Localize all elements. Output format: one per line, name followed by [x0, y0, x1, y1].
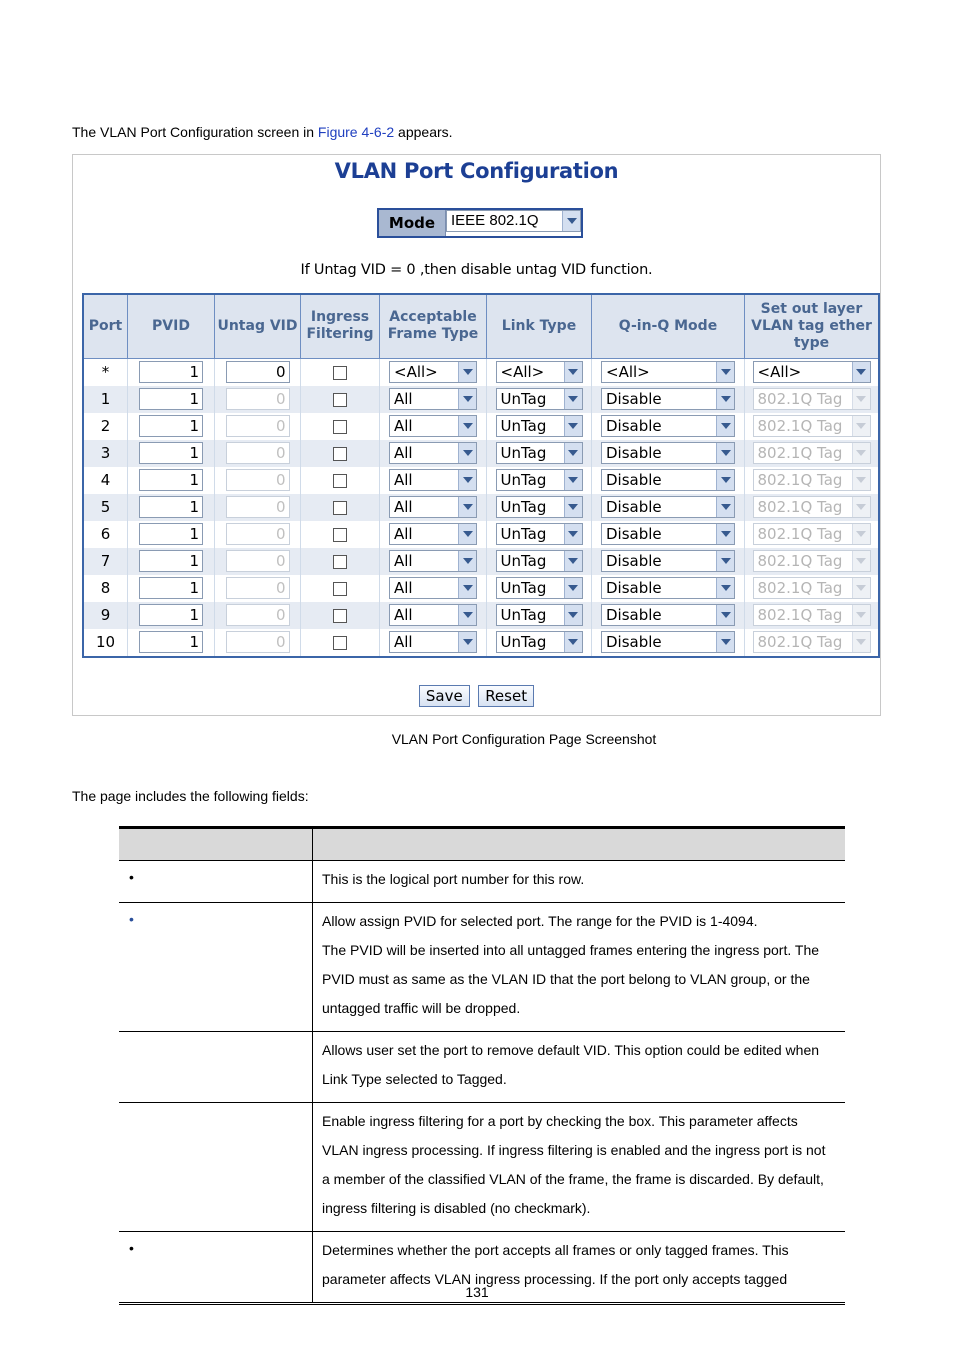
chevron-down-icon	[564, 632, 582, 652]
link-type-select[interactable]: UnTag	[496, 523, 583, 545]
desc-text-cell	[313, 861, 846, 903]
chevron-down-icon	[458, 524, 476, 544]
qinq-mode-select[interactable]: Disable	[601, 631, 735, 653]
qinq-mode-select[interactable]: Disable	[601, 388, 735, 410]
chevron-down-icon	[852, 578, 870, 598]
chevron-down-icon	[852, 632, 870, 652]
untag-vid-input: 0	[226, 550, 290, 572]
col-header-untag-vid: Untag VID	[215, 294, 301, 358]
ingress-filtering-checkbox[interactable]	[333, 393, 347, 407]
col-header-acceptable-frame-type: Acceptable Frame Type	[380, 294, 487, 358]
chevron-down-icon	[458, 578, 476, 598]
port-cell: 1	[83, 386, 128, 413]
desc-text-cell	[313, 1032, 846, 1103]
ingress-filtering-checkbox[interactable]	[333, 636, 347, 650]
qinq-mode-select[interactable]: Disable	[601, 442, 735, 464]
untag-vid-input: 0	[226, 577, 290, 599]
ingress-filtering-checkbox[interactable]	[333, 609, 347, 623]
col-header-qinq-mode: Q-in-Q Mode	[592, 294, 745, 358]
desc-text-cell	[313, 1103, 846, 1232]
link-type-select[interactable]: UnTag	[496, 415, 583, 437]
chevron-down-icon	[564, 605, 582, 625]
link-type-select[interactable]: UnTag	[496, 577, 583, 599]
chevron-down-icon	[564, 551, 582, 571]
chevron-down-icon	[716, 362, 734, 382]
set-out-layer-select: 802.1Q Tag	[753, 496, 871, 518]
chevron-down-icon	[716, 443, 734, 463]
set-out-layer-select: 802.1Q Tag	[753, 415, 871, 437]
bullet-icon: •	[129, 869, 134, 885]
table-row	[83, 629, 879, 657]
chevron-down-icon	[458, 497, 476, 517]
figure-caption: VLAN Port Configuration Page Screenshot	[391, 731, 657, 747]
ingress-filtering-checkbox[interactable]	[333, 528, 347, 542]
ingress-filtering-checkbox[interactable]	[333, 501, 347, 515]
chevron-down-icon	[716, 524, 734, 544]
link-type-select[interactable]: UnTag	[496, 604, 583, 626]
set-out-layer-select: 802.1Q Tag	[753, 577, 871, 599]
untag-vid-input: 0	[226, 415, 290, 437]
port-cell: 6	[83, 521, 128, 548]
desc-paragraph: Enable ingress filtering for a port by checking the box. This parameter affects VLAN ingress processing. If ingress filtering is enabled and the ingress port is not a member of the classified VLAN of the frame, the frame is discarded. By default, ingress filtering is disabled (no checkmark).	[322, 1113, 826, 1216]
set-out-layer-select: 802.1Q Tag	[753, 631, 871, 653]
desc-object-cell	[119, 903, 313, 1032]
chevron-down-icon	[716, 389, 734, 409]
vlan-port-config-screenshot	[72, 154, 881, 716]
qinq-mode-select[interactable]: Disable	[601, 469, 735, 491]
set-out-layer-select[interactable]: <All>	[753, 361, 871, 383]
mode-select[interactable]: IEEE 802.1Q	[446, 210, 581, 232]
ingress-filtering-checkbox[interactable]	[333, 447, 347, 461]
pvid-input[interactable]: 1	[139, 415, 203, 437]
pvid-input[interactable]: 1	[139, 631, 203, 653]
untag-vid-input: 0	[226, 442, 290, 464]
bullet-icon: •	[129, 1240, 134, 1256]
chevron-down-icon	[458, 632, 476, 652]
acceptable-frame-select[interactable]: All	[389, 523, 477, 545]
port-cell: 3	[83, 440, 128, 467]
chevron-down-icon	[458, 362, 476, 382]
chevron-down-icon	[852, 443, 870, 463]
desc-row	[119, 1103, 845, 1232]
mode-label: Mode	[379, 210, 446, 236]
untag-vid-input: 0	[226, 469, 290, 491]
link-type-select[interactable]: UnTag	[496, 496, 583, 518]
reset-button[interactable]: Reset	[478, 685, 534, 707]
acceptable-frame-select[interactable]: All	[389, 469, 477, 491]
desc-object-cell	[119, 861, 313, 903]
link-type-select[interactable]: UnTag	[496, 631, 583, 653]
chevron-down-icon	[716, 551, 734, 571]
desc-paragraph: This is the logical port number for this row.	[322, 871, 585, 887]
save-button[interactable]: Save	[419, 685, 470, 707]
desc-paragraph: The PVID will be inserted into all untagged frames entering the ingress port. The PVID must as same as the VLAN ID that the port belong to VLAN group, or the untagged traffic will be dropped.	[322, 942, 820, 1016]
desc-row	[119, 861, 845, 903]
chevron-down-icon	[458, 443, 476, 463]
desc-row	[119, 1032, 845, 1103]
chevron-down-icon	[716, 632, 734, 652]
desc-text-cell	[313, 903, 846, 1032]
chevron-down-icon	[564, 416, 582, 436]
chevron-down-icon	[716, 578, 734, 598]
acceptable-frame-select[interactable]: All	[389, 631, 477, 653]
link-type-select[interactable]: <All>	[496, 361, 583, 383]
fields-intro: The page includes the following fields:	[72, 788, 309, 804]
table-row	[83, 521, 879, 548]
qinq-mode-select[interactable]: Disable	[601, 523, 735, 545]
set-out-layer-select: 802.1Q Tag	[753, 550, 871, 572]
desc-paragraph: Allow assign PVID for selected port. The range for the PVID is 1-4094.	[322, 913, 758, 929]
ingress-filtering-checkbox[interactable]	[333, 582, 347, 596]
chevron-down-icon	[852, 551, 870, 571]
chevron-down-icon	[716, 605, 734, 625]
intro-text: The VLAN Port Configuration screen in Figure 4-6-2 appears.	[72, 124, 453, 140]
untag-vid-input: 0	[226, 604, 290, 626]
table-row	[83, 467, 879, 494]
qinq-mode-select[interactable]: Disable	[601, 577, 735, 599]
col-header-set-out-layer: Set out layer VLAN tag ether type	[745, 294, 880, 358]
chevron-down-icon	[852, 497, 870, 517]
chevron-down-icon	[852, 416, 870, 436]
set-out-layer-select: 802.1Q Tag	[753, 523, 871, 545]
acceptable-frame-select[interactable]: All	[389, 415, 477, 437]
set-out-layer-select: 802.1Q Tag	[753, 388, 871, 410]
chevron-down-icon	[458, 416, 476, 436]
ingress-filtering-checkbox[interactable]	[333, 420, 347, 434]
chevron-down-icon	[852, 524, 870, 544]
untag-vid-input: 0	[226, 496, 290, 518]
page-number: 131	[465, 1284, 489, 1300]
acceptable-frame-select[interactable]: All	[389, 577, 477, 599]
page-title: VLAN Port Configuration	[334, 159, 619, 183]
port-cell: 4	[83, 467, 128, 494]
untag-note: If Untag VID = 0 ,then disable untag VID function.	[300, 262, 653, 278]
untag-vid-input: 0	[226, 523, 290, 545]
qinq-mode-select[interactable]: Disable	[601, 496, 735, 518]
col-header-pvid: PVID	[128, 294, 215, 358]
chevron-down-icon	[458, 551, 476, 571]
desc-object-cell	[119, 1103, 313, 1232]
chevron-down-icon	[564, 497, 582, 517]
untag-vid-input: 0	[226, 631, 290, 653]
table-row	[83, 602, 879, 629]
desc-header-object	[119, 828, 313, 861]
pvid-input[interactable]: 1	[139, 604, 203, 626]
pvid-input[interactable]: 1	[139, 496, 203, 518]
port-cell: 8	[83, 575, 128, 602]
chevron-down-icon	[564, 524, 582, 544]
chevron-down-icon	[564, 443, 582, 463]
pvid-input[interactable]: 1	[139, 442, 203, 464]
figure-link[interactable]: Figure 4-6-2	[317, 124, 395, 140]
desc-paragraph: Allows user set the port to remove default VID. This option could be edited when Link Type selected to Tagged.	[322, 1042, 820, 1087]
button-bar	[73, 685, 880, 707]
acceptable-frame-select[interactable]: All	[389, 496, 477, 518]
ingress-filtering-checkbox[interactable]	[333, 474, 347, 488]
desc-paragraph: Determines whether the port accepts all frames or only tagged frames. This parameter affects VLAN ingress processing. If the port only accepts tagged	[322, 1242, 789, 1287]
qinq-mode-select[interactable]: <All>	[601, 361, 735, 383]
port-cell: *	[83, 358, 128, 386]
col-header-ingress-filtering: Ingress Filtering	[301, 294, 380, 358]
chevron-down-icon	[458, 605, 476, 625]
pvid-input[interactable]: 1	[139, 577, 203, 599]
chevron-down-icon	[852, 389, 870, 409]
ingress-filtering-checkbox[interactable]	[333, 366, 347, 380]
chevron-down-icon	[852, 605, 870, 625]
chevron-down-icon	[458, 470, 476, 490]
table-row	[83, 413, 879, 440]
chevron-down-icon	[562, 211, 580, 231]
port-cell: 5	[83, 494, 128, 521]
acceptable-frame-select[interactable]: All	[389, 388, 477, 410]
port-cell: 9	[83, 602, 128, 629]
desc-header-description	[313, 828, 846, 861]
table-row	[83, 386, 879, 413]
qinq-mode-select[interactable]: Disable	[601, 604, 735, 626]
field-description-table	[119, 826, 845, 1305]
table-row	[83, 440, 879, 467]
chevron-down-icon	[716, 470, 734, 490]
acceptable-frame-select[interactable]: <All>	[389, 361, 477, 383]
col-header-port: Port	[83, 294, 128, 358]
bullet-icon: •	[129, 911, 134, 927]
acceptable-frame-select[interactable]: All	[389, 550, 477, 572]
table-row-all	[83, 358, 879, 386]
set-out-layer-select: 802.1Q Tag	[753, 469, 871, 491]
set-out-layer-select: 802.1Q Tag	[753, 604, 871, 626]
desc-row	[119, 903, 845, 1032]
link-type-select[interactable]: UnTag	[496, 442, 583, 464]
qinq-mode-select[interactable]: Disable	[601, 550, 735, 572]
port-cell: 7	[83, 548, 128, 575]
vlan-port-table	[82, 293, 880, 658]
chevron-down-icon	[716, 416, 734, 436]
chevron-down-icon	[564, 578, 582, 598]
pvid-input[interactable]: 1	[139, 523, 203, 545]
acceptable-frame-select[interactable]: All	[389, 442, 477, 464]
link-type-select[interactable]: UnTag	[496, 388, 583, 410]
untag-vid-input: 0	[226, 388, 290, 410]
chevron-down-icon	[458, 389, 476, 409]
chevron-down-icon	[564, 470, 582, 490]
qinq-mode-select[interactable]: Disable	[601, 415, 735, 437]
port-cell: 2	[83, 413, 128, 440]
chevron-down-icon	[852, 470, 870, 490]
ingress-filtering-checkbox[interactable]	[333, 555, 347, 569]
link-type-select[interactable]: UnTag	[496, 550, 583, 572]
chevron-down-icon	[716, 497, 734, 517]
table-row	[83, 494, 879, 521]
link-type-select[interactable]: UnTag	[496, 469, 583, 491]
table-row	[83, 548, 879, 575]
desc-object-cell	[119, 1032, 313, 1103]
chevron-down-icon	[564, 389, 582, 409]
port-cell: 10	[83, 629, 128, 657]
chevron-down-icon	[564, 362, 582, 382]
acceptable-frame-select[interactable]: All	[389, 604, 477, 626]
mode-control	[377, 208, 583, 238]
pvid-input[interactable]: 1	[139, 469, 203, 491]
col-header-link-type: Link Type	[487, 294, 592, 358]
untag-vid-input[interactable]: 0	[226, 361, 290, 383]
chevron-down-icon	[852, 362, 870, 382]
pvid-input[interactable]: 1	[139, 388, 203, 410]
pvid-input[interactable]: 1	[139, 361, 203, 383]
set-out-layer-select: 802.1Q Tag	[753, 442, 871, 464]
pvid-input[interactable]: 1	[139, 550, 203, 572]
table-row	[83, 575, 879, 602]
